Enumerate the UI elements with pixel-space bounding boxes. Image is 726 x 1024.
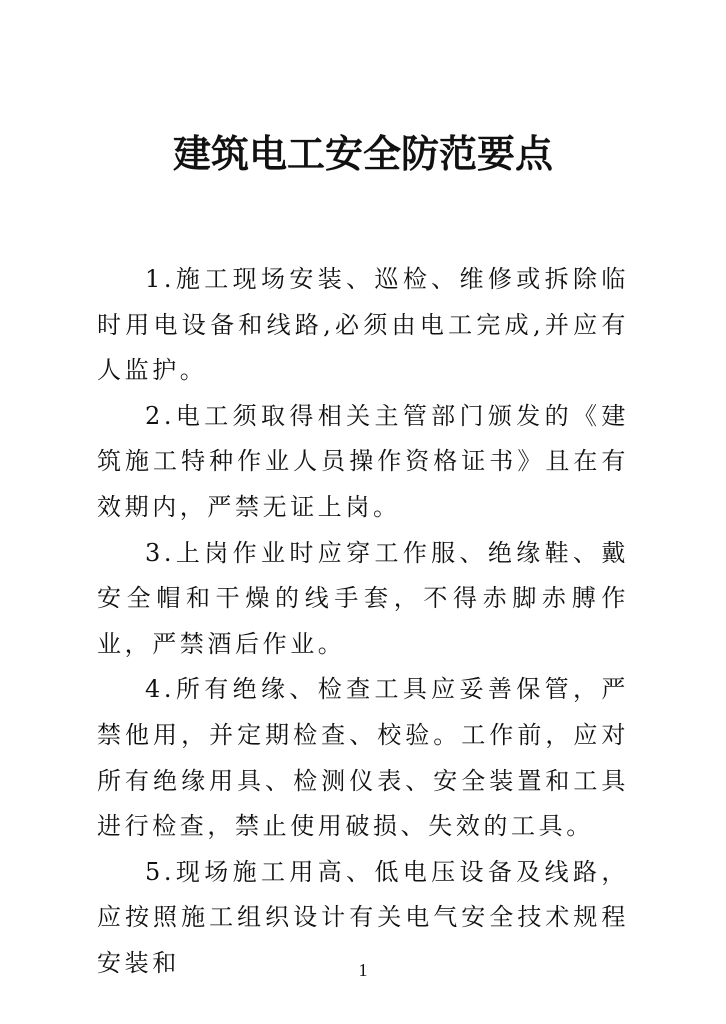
paragraph-3: 3.上岗作业时应穿工作服、绝缘鞋、戴安全帽和干燥的线手套，不得赤脚赤膊作业，严禁酒后作业。 [97, 538, 629, 658]
paragraph-2: 2.电工须取得相关主管部门颁发的《建筑施工特种作业人员操作资格证书》且在有效期内，严禁无证上岗。 [97, 401, 629, 521]
paragraph-5: 5.现场施工用高、低电压设备及线路，应按照施工组织设计有关电气安全技术规程安装和 [97, 857, 629, 977]
document-title: 建筑电工安全防范要点 [172, 132, 553, 176]
page-number: 1 [358, 960, 368, 980]
paragraph-4: 4.所有绝缘、检查工具应妥善保管，严禁他用，并定期检查、校验。工作前，应对所有绝缘用具、检测仪表、安全装置和工具进行检查，禁止使用破损、失效的工具。 [97, 675, 629, 841]
paragraph-1: 1.施工现场安装、巡检、维修或拆除临时用电设备和线路,必须由电工完成,并应有人监护。 [97, 265, 629, 385]
document-body [97, 257, 629, 987]
